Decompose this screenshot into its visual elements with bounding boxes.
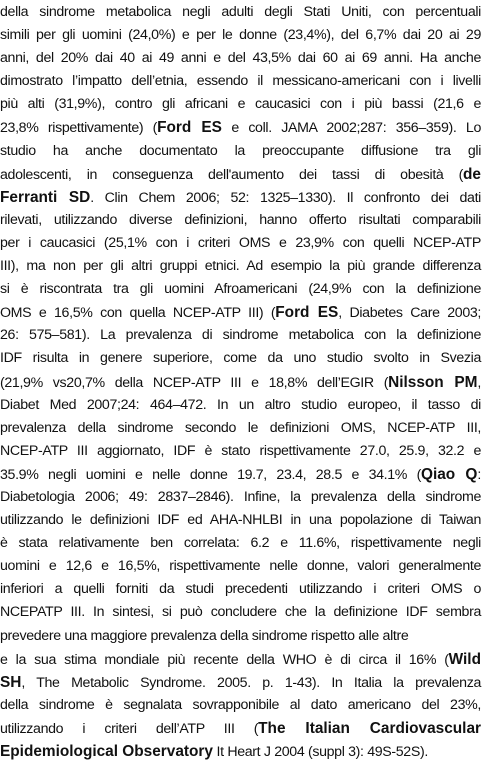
text-run: adolescenti, in conseguenza dell'aumento dei tassi di obesità (	[0, 166, 464, 183]
text-run: uomini e 12,6 e 16,5%, rispettivamente nelle donne, valori generalmente	[0, 558, 481, 575]
text-run: e la sua stima mondiale più recente della WHO è di circa il 16% (	[0, 651, 449, 668]
text-run: Diabetologia 2006; 49: 2837–2846). Infine, la prevalenza della sindrome	[0, 488, 481, 505]
text-run: IDF risulta in genere superiore, come da uno studio svolto in Svezia	[0, 350, 481, 367]
text-run: 23,8% rispettivamente) (	[0, 120, 158, 137]
text-line	[0, 278, 481, 301]
citation-author: Nilsson PM	[388, 373, 478, 391]
text-run: ,	[477, 374, 481, 391]
text-run: si è riscontrata tra gli uomini Afroamericani (24,9% con la definizione	[0, 281, 481, 298]
text-line	[0, 301, 481, 324]
text-line	[0, 532, 481, 555]
text-line	[0, 324, 481, 347]
text-run: e coll. JAMA 2002;287: 356–359). Lo	[221, 120, 481, 137]
text-run: per i caucasici (25,1% con i criteri OMS e 23,9% con quelli NCEP-ATP	[0, 234, 481, 251]
text-line	[0, 625, 481, 648]
citation-author: The Italian Cardiovascular	[258, 719, 481, 737]
text-run: (21,9% vs20,7% della NCEP-ATP III e 18,8% dell’EGIR (	[0, 374, 389, 391]
text-line	[0, 694, 481, 717]
citation-author: Qiao Q	[421, 465, 478, 483]
text-run: NCEPATP III. In sintesi, si può concludere che la definizione IDF sembra	[0, 604, 481, 621]
text-run: prevalenza della sindrome secondo le definizioni OMS, NCEP-ATP III,	[0, 419, 481, 436]
text-line	[0, 1, 481, 24]
text-run: inferiori a quelli forniti da studi precedenti utilizzando i criteri OMS o	[0, 581, 481, 598]
text-run: anni, del 20% dai 40 ai 49 anni e del 43,5% dai 60 ai 69 anni. Ha anche	[0, 50, 481, 67]
text-line	[0, 232, 481, 255]
text-line	[0, 93, 481, 116]
text-line	[0, 24, 481, 47]
text-line	[0, 578, 481, 601]
text-line	[0, 255, 481, 278]
text-line	[0, 717, 481, 740]
text-run: :	[477, 466, 481, 483]
citation-author: Epidemiological Observatory	[0, 743, 213, 760]
body-paragraph	[0, 1, 483, 763]
text-line	[0, 417, 481, 440]
citation-author: Ford ES	[157, 119, 222, 137]
text-run: , Diabetes Care 2003;	[338, 305, 481, 322]
text-line	[0, 740, 481, 763]
text-run: 35.9% negli uomini e nelle donne 19.7, 23.4, 28.5 e 34.1% (	[0, 466, 421, 483]
text-run: della sindrome metabolica negli adulti degli Stati Uniti, con percentuali	[0, 4, 481, 20]
citation-author: Ford ES	[275, 304, 339, 322]
citation-author: SH	[0, 673, 22, 691]
text-line	[0, 555, 481, 578]
text-line	[0, 186, 481, 209]
text-run: più alti (31,9%), contro gli africani e caucasici con i più bassi (21,6 e	[0, 96, 481, 113]
text-line	[0, 209, 481, 232]
text-run: Diabet Med 2007;24: 464–472. In un altro studio europeo, il tasso di	[0, 396, 481, 413]
text-line	[0, 70, 481, 93]
text-line	[0, 394, 481, 417]
text-run: 26: 575–581). La prevalenza di sindrome metabolica con la definizione	[0, 327, 481, 344]
text-run: studio ha anche documentato la preoccupante diffusione tra gli	[0, 142, 481, 159]
text-line	[0, 347, 481, 370]
text-line	[0, 601, 481, 624]
text-line	[0, 463, 481, 486]
text-line	[0, 47, 481, 70]
text-run: . Clin Chem 2006; 52: 1325–1330). Il confronto dei dati	[90, 189, 481, 206]
text-line	[0, 440, 481, 463]
text-run: prevedere una maggiore prevalenza della sindrome rispetto alle altre	[0, 627, 409, 644]
text-line	[0, 371, 481, 394]
citation-author: Wild	[448, 650, 481, 668]
text-line	[0, 486, 481, 509]
text-run: utilizzando le definizioni IDF ed AHA-NHLBI in una popolazione di Taiwan	[0, 512, 481, 529]
text-run: simili per gli uomini (24,0%) e per le donne (23,4%), del 6,7% dai 20 ai 29	[0, 27, 481, 44]
text-run: della sindrome è segnalata sovrapponibile al dato americano del 23%,	[0, 696, 481, 713]
citation-author: de	[463, 165, 481, 183]
text-run: rilevati, utilizzando diverse definizioni, hanno offerto risultati comparabili	[0, 211, 481, 228]
text-line	[0, 140, 481, 163]
text-run: OMS e 16,5% con quella NCEP-ATP III) (	[0, 305, 276, 322]
text-line	[0, 648, 481, 671]
text-run: , The Metabolic Syndrome. 2005. p. 1-43). In Italia la prevalenza	[21, 674, 481, 691]
text-line	[0, 116, 481, 139]
text-run: NCEP-ATP III aggiornato, IDF è stato rispettivamente 27.0, 25.9, 32.2 e	[0, 442, 481, 459]
text-line	[0, 671, 481, 694]
text-run: It Heart J 2004 (suppl 3): 49S-52S).	[212, 744, 428, 760]
text-run: è stata relativamente ben correlata: 6.2 e 11.6%, rispettivamente negli	[0, 535, 481, 552]
text-run: III), ma non per gli altri gruppi etnici. Ad esempio la più grande differenza	[0, 258, 481, 275]
text-run: dimostrato l’impatto dell’etnia, essendo il messicano-americani con i livelli	[0, 73, 481, 90]
text-line	[0, 509, 481, 532]
citation-author: Ferranti SD	[0, 188, 91, 206]
text-line	[0, 163, 481, 186]
text-run: utilizzando i criteri dell’ATP III (	[0, 720, 259, 737]
